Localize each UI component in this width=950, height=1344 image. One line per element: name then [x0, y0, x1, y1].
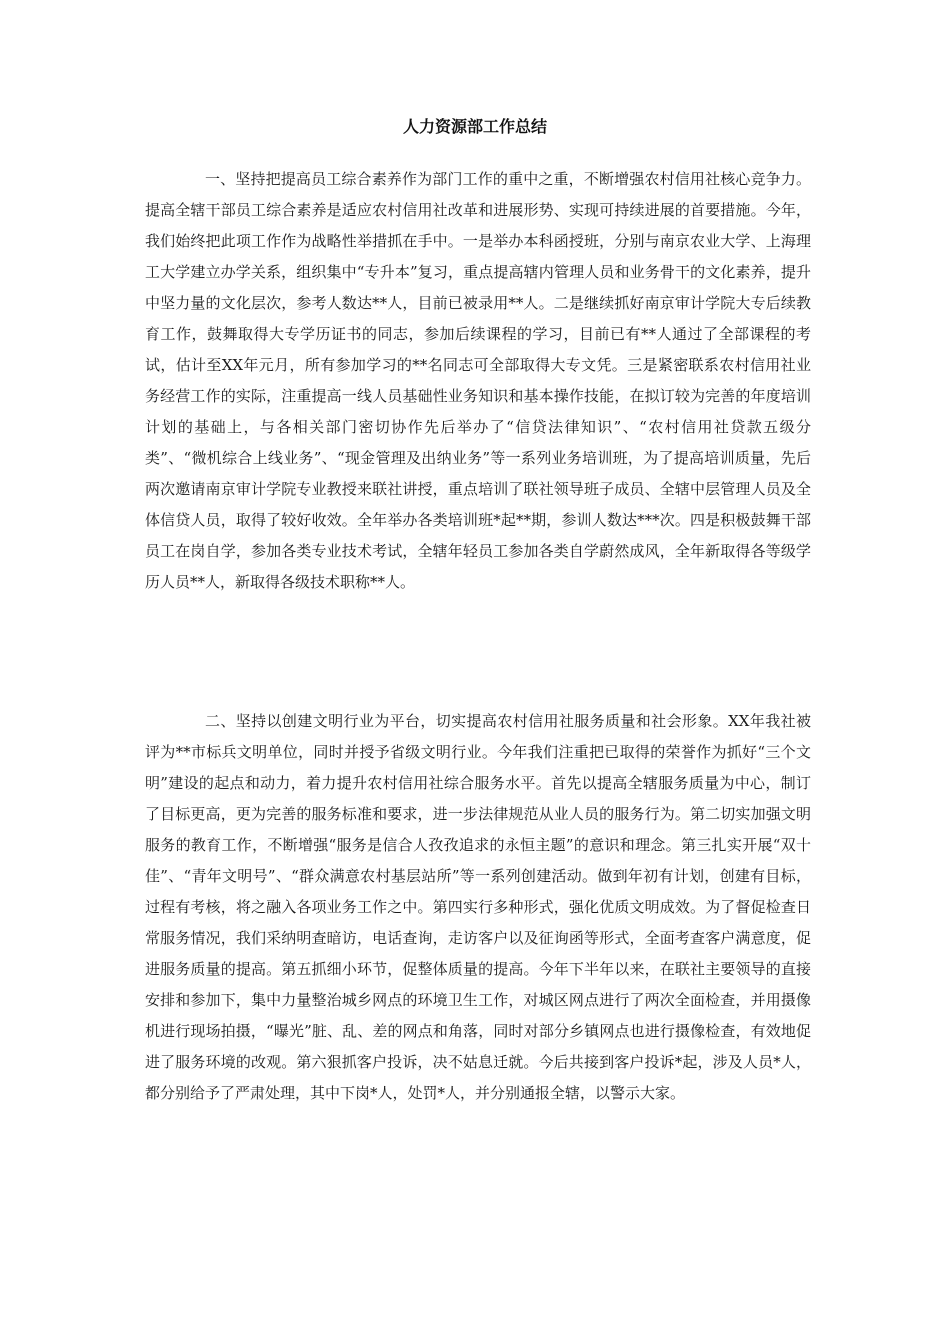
paragraph-1: 一、坚持把提高员工综合素养作为部门工作的重中之重，不断增强农村信用社核心竞争力。提高全辖干部员工综合素养是适应农村信用社改革和进展形势、实现可持续进展的首要措施。今年，我们始终把此项工作作为战略性举措抓在手中。一是举办本科函授班，分别与南京农业大学、上海理工大学建立办学关系，组织集中“专升本”复习，重点提高辖内管理人员和业务骨干的文化素养，提升中坚力量的文化层次，参考人数达**人，目前已被录用**人。二是继续抓好南京审计学院大专后续教育工作，鼓舞取得大专学历证书的同志，参加后续课程的学习，目前已有**人通过了全部课程的考试，估计至XX年元月，所有参加学习的**名同志可全部取得大专文凭。三是紧密联系农村信用社业务经营工作的实际，注重提高一线人员基础性业务知识和基本操作技能，在拟订较为完善的年度培训计划的基础上，与各相关部门密切协作先后举办了“信贷法律知识”、“农村信用社贷款五级分类”、“微机综合上线业务”、“现金管理及出纳业务”等一系列业务培训班，为了提高培训质量，先后两次邀请南京审计学院专业教授来联社讲授，重点培训了联社领导班子成员、全辖中层管理人员及全体信贷人员，取得了较好收效。全年举办各类培训班*起**期，参训人数达***次。四是积极鼓舞干部员工在岗自学，参加各类专业技术考试，全辖年轻员工参加各类自学蔚然成风，全年新取得各等级学历人员**人，新取得各级技术职称**人。 — [145, 170, 811, 591]
document-title: 人力资源部工作总结 — [402, 117, 547, 136]
paragraph-2: 二、坚持以创建文明行业为平台，切实提高农村信用社服务质量和社会形象。XX年我社被评为**市标兵文明单位，同时并授予省级文明行业。今年我们注重把已取得的荣誉作为抓好“三个文明”建设的起点和动力，着力提升农村信用社综合服务水平。首先以提高全辖服务质量为中心，制订了目标更高，更为完善的服务标准和要求，进一步法律规范从业人员的服务行为。第二切实加强文明服务的教育工作，不断增强“服务是信合人孜孜追求的永恒主题”的意识和理念。第三扎实开展“双十佳”、“青年文明号”、“群众满意农村基层站所”等一系列创建活动。做到年初有计划，创建有目标，过程有考核，将之融入各项业务工作之中。第四实行多种形式，强化优质文明成效。为了督促检查日常服务情况，我们采纳明查暗访，电话查询，走访客户以及征询函等形式，全面考查客户满意度，促进服务质量的提高。第五抓细小环节，促整体质量的提高。今年下半年以来，在联社主要领导的直接安排和参加下，集中力量整治城乡网点的环境卫生工作，对城区网点进行了两次全面检查，并用摄像机进行现场拍摄，“曝光”脏、乱、差的网点和角落，同时对部分乡镇网点也进行摄像检查，有效地促进了服务环境的改观。第六狠抓客户投诉，决不姑息迁就。今后共接到客户投诉*起，涉及人员*人，都分别给予了严肃处理，其中下岗*人，处罚*人，并分别通报全辖，以警示大家。 — [145, 712, 811, 1102]
